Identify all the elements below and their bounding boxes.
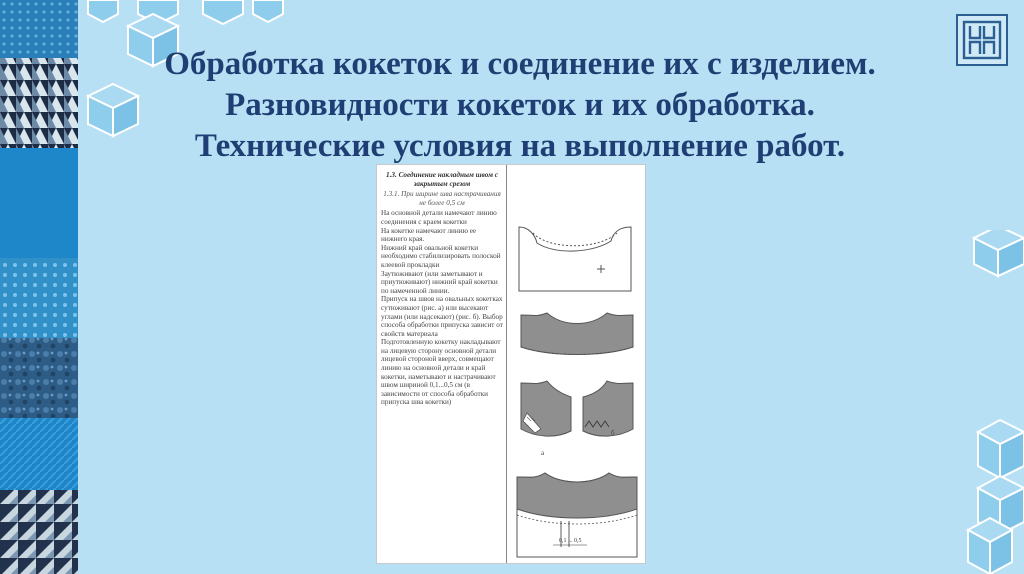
yoke-figure-3b — [583, 381, 633, 436]
fig-label-b: б — [611, 429, 615, 437]
slide-title — [120, 44, 920, 167]
doc-heading: 1.3. Соединение накладным швом с закрытым срезом — [386, 171, 498, 188]
decorative-cubes-right — [960, 230, 1024, 574]
yoke-illustrations — [507, 165, 646, 564]
doc-paragraph: Нижний край овальной кокетки необходимо стабилизировать полоской клеевой прокладки — [381, 243, 501, 269]
yoke-figure-3a — [521, 381, 571, 436]
left-pattern-strip — [0, 0, 78, 574]
yoke-figure-4 — [517, 473, 637, 518]
yoke-figure-2 — [521, 313, 633, 355]
doc-paragraph: На основной детали намечают линию соединения с краем кокетки — [381, 209, 497, 226]
doc-paragraph: Припуск на швов на овальных кокетках сутюживают (рис. а) или высекают углами (или надсекают) (рис. б). Выбор способа обработки припуска зависит от свойств материала — [381, 295, 503, 338]
dimension-label: 0,1 ... 0,5 — [559, 538, 582, 544]
instruction-text — [381, 171, 503, 407]
cpp-logo-icon — [956, 14, 1008, 66]
document-scan — [376, 164, 646, 564]
doc-paragraph: На кокетке намечают линию ее нижнего края. — [381, 226, 477, 244]
title-line-3: Технические условия на выполнение работ. — [194, 128, 846, 164]
fig-label-a: а — [541, 449, 545, 457]
doc-subheading: 1.3.1. При ширине шва настрачивания не более 0,5 см — [383, 190, 501, 207]
title-line-2: Разновидности кокеток и их обработка. — [225, 87, 815, 123]
title-line-1: Обработка кокеток и соединение их с изделием. — [164, 46, 876, 82]
doc-paragraph: Заутюживают (или заметывают и приутюживают) нижний край кокетки по намеченной линии. — [381, 269, 498, 295]
doc-paragraph: Подготовленную кокетку накладывают на лицевую сторону основной детали лицевой стороной вверх, совмещают линию на основной детали и край кокетки, наметывают и настрачивают швом шириной 0,1...0,5 см (в зависимости от способа обработки припуска шва кокетки) — [381, 338, 501, 407]
